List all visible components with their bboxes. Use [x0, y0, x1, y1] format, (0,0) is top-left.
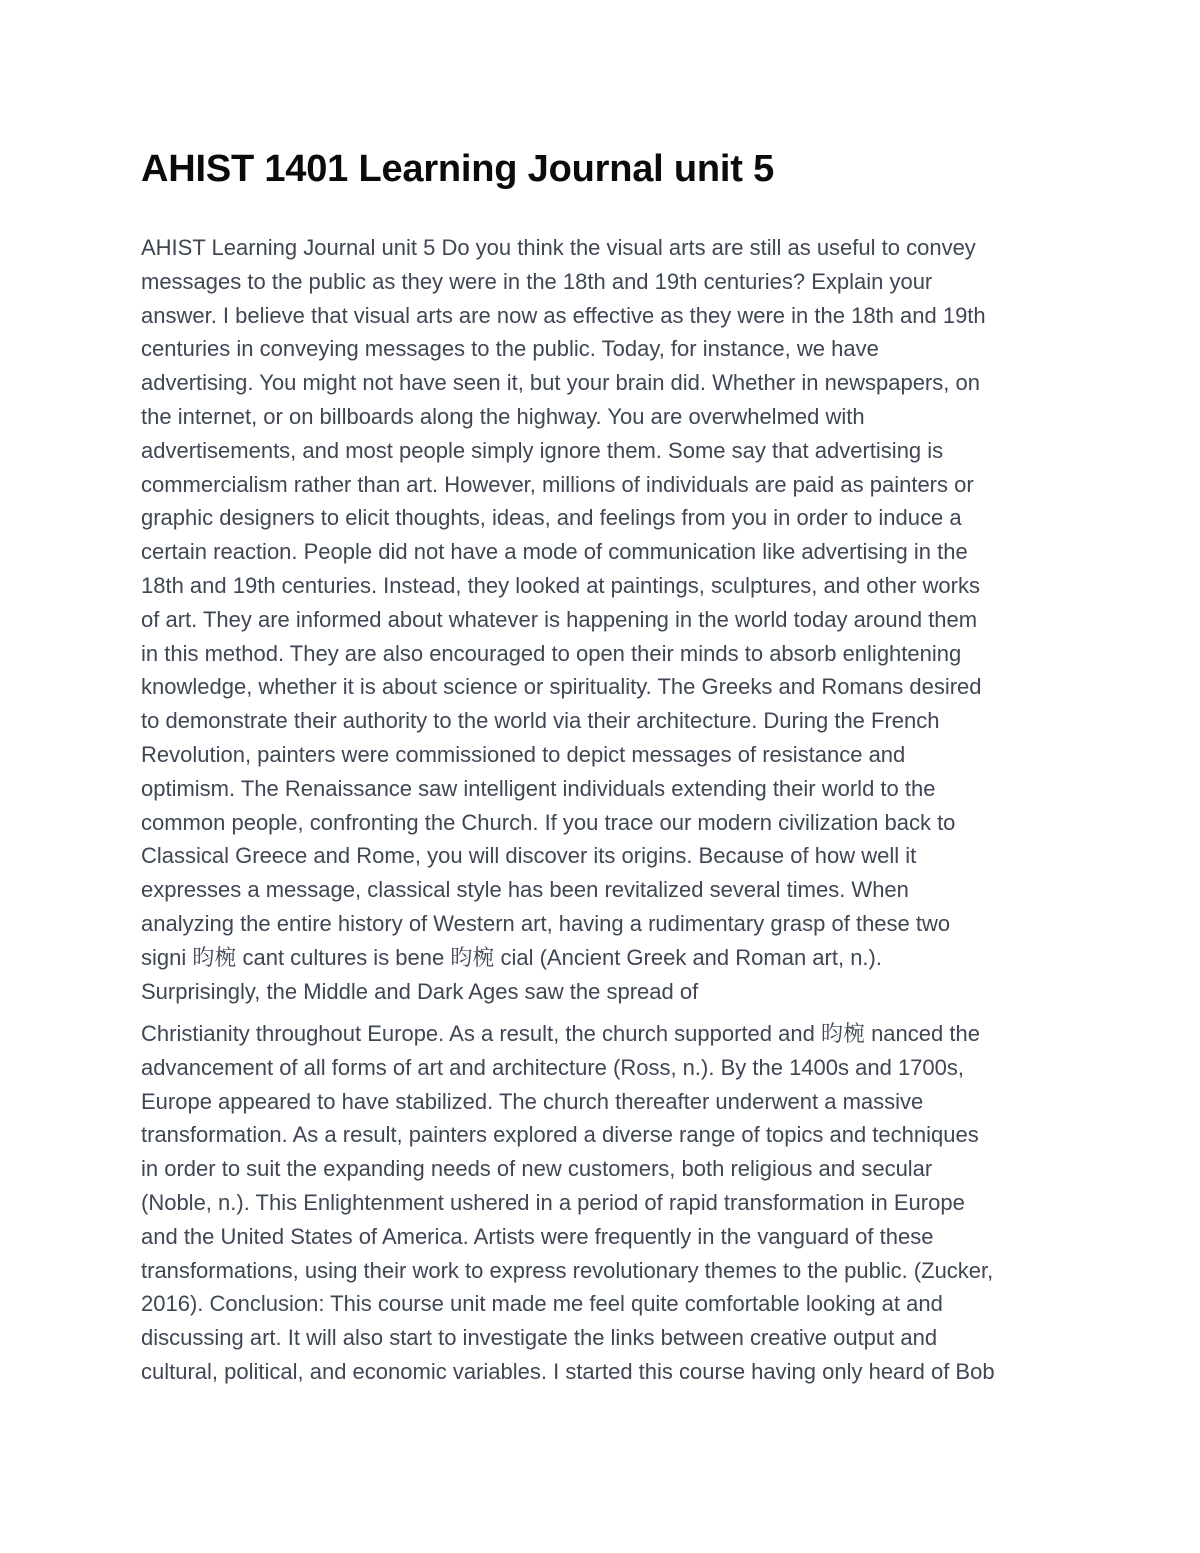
paragraph-line: Classical Greece and Rome, you will discover its origins. Because of how well it: [141, 843, 917, 869]
paragraph-line: Christianity throughout Europe. As a result, the church supported and 昀椀 nanced the: [141, 1021, 980, 1046]
paragraph-line: optimism. The Renaissance saw intelligent individuals extending their world to the: [141, 775, 936, 801]
paragraph-line: analyzing the entire history of Western art, having a rudimentary grasp of these two: [141, 910, 951, 936]
paragraph-line: certain reaction. People did not have a mode of communication like advertising in the: [141, 539, 968, 565]
paragraph-line: centuries in conveying messages to the public. Today, for instance, we have: [141, 336, 879, 362]
paragraph-line: signi 昀椀 cant cultures is bene 昀椀 cial (Ancient Greek and Roman art, n.).: [141, 944, 882, 970]
paragraph-line: graphic designers to elicit thoughts, ideas, and feelings from you in order to induce a: [141, 505, 962, 531]
paragraph-line: Revolution, painters were commissioned to depict messages of resistance and: [141, 741, 906, 767]
body-paragraph: [141, 1017, 1071, 1389]
paragraph-line: the internet, or on billboards along the highway. You are overwhelmed with: [141, 403, 865, 429]
paragraph-line: (Noble, n.). This Enlightenment ushered in a period of rapid transformation in Europe: [141, 1189, 965, 1215]
body-paragraph: [141, 231, 1071, 1008]
paragraph-line: AHIST Learning Journal unit 5 Do you think the visual arts are still as useful to convey: [141, 235, 976, 260]
paragraph-line: advancement of all forms of art and architecture (Ross, n.). By the 1400s and 1700s,: [141, 1054, 964, 1080]
paragraph-line: commercialism rather than art. However, millions of individuals are paid as painters or: [141, 471, 974, 497]
paragraph-line: in order to suit the expanding needs of new customers, both religious and secular: [141, 1156, 933, 1182]
paragraph-line: to demonstrate their authority to the world via their architecture. During the French: [141, 708, 940, 734]
paragraph-line: discussing art. It will also start to investigate the links between creative output and: [141, 1325, 938, 1351]
paragraph-line: knowledge, whether it is about science or spirituality. The Greeks and Romans desired: [141, 674, 982, 700]
paragraph-line: transformations, using their work to express revolutionary themes to the public. (Zucker,: [141, 1257, 994, 1283]
paragraph-line: advertisements, and most people simply ignore them. Some say that advertising is: [141, 437, 944, 463]
paragraph-line: of art. They are informed about whatever is happening in the world today around them: [141, 606, 978, 632]
paragraph-line: and the United States of America. Artists were frequently in the vanguard of these: [141, 1223, 934, 1249]
paragraph-line: 2016). Conclusion: This course unit made me feel quite comfortable looking at and: [141, 1291, 943, 1317]
paragraph-line: answer. I believe that visual arts are now as effective as they were in the 18th and 19th: [141, 302, 986, 328]
paragraph-line: expresses a message, classical style has been revitalized several times. When: [141, 877, 909, 903]
document-title: AHIST 1401 Learning Journal unit 5: [141, 148, 775, 190]
paragraph-line: transformation. As a result, painters explored a diverse range of topics and techniques: [141, 1122, 979, 1148]
paragraph-line: cultural, political, and economic variables. I started this course having only heard of Bob: [141, 1358, 995, 1384]
paragraph-line: 18th and 19th centuries. Instead, they looked at paintings, sculptures, and other works: [141, 572, 980, 598]
paragraph-line: common people, confronting the Church. If you trace our modern civilization back to: [141, 809, 956, 835]
paragraph-line: advertising. You might not have seen it, but your brain did. Whether in newspapers, on: [141, 370, 980, 396]
paragraph-line: in this method. They are also encouraged to open their minds to absorb enlightening: [141, 640, 962, 666]
paragraph-line: messages to the public as they were in the 18th and 19th centuries? Explain your: [141, 268, 933, 294]
paragraph-line: Europe appeared to have stabilized. The church thereafter underwent a massive: [141, 1088, 924, 1114]
paragraph-line: Surprisingly, the Middle and Dark Ages saw the spread of: [141, 978, 699, 1004]
